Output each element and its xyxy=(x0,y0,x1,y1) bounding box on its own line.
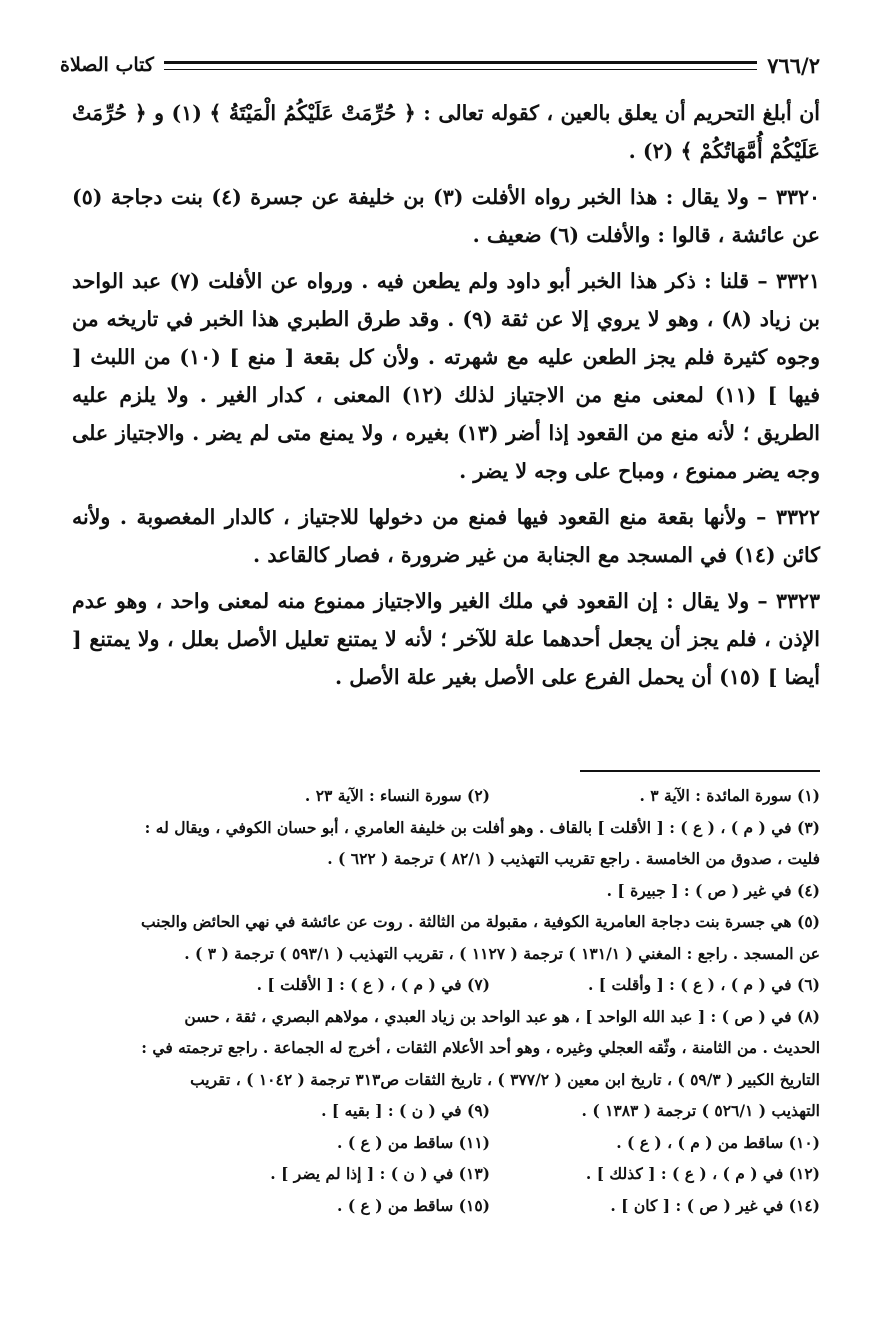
footnote: التاريخ الكبير ( ٥٩/٣ ) ، تاريخ ابن معين ( ٣٧٧/٢ ) ، تاريخ الثقات ص٣١٣ ترجمة ( ١٠٤٢ ) ، تقريب xyxy=(190,1069,820,1089)
footnote: (٤) في غير ( ص ) : [ جبيرة ] . xyxy=(606,880,820,900)
footnote-separator xyxy=(580,770,820,772)
paragraph: ٣٣٢٢ – ولأنها بقعة منع القعود فيها فمنع من دخولها للاجتياز ، كالدار المغصوبة . ولأنه كائن (١٤) في المسجد مع الجنابة من غير ضرورة ، فصار كالقاعد . xyxy=(72,505,820,567)
header-rule xyxy=(164,61,757,70)
footnote: فليت ، صدوق من الخامسة . راجع تقريب التهذيب ( ٨٢/١ ) ترجمة ( ٦٢٢ ) . xyxy=(327,849,820,868)
footnote: (٦) في ( م ) ، ( ع ) : [ وأقلت ] . xyxy=(587,975,820,994)
running-header xyxy=(60,48,820,82)
footnote: (١٠) ساقط من ( م ) ، ( ع ) . xyxy=(616,1132,820,1152)
paragraph: ٣٣٢٣ – ولا يقال : إن القعود في ملك الغير والاجتياز ممنوع منه لمعنى واحد ، وهو عدم الإذن ، فلم يجز أن يجعل أحدهما علة للآخر ؛ لأنه لا يمتنع تعليل الأصل بعلل ، ولا يمتنع [ أيضا ] (١٥) أن يحمل الفرع على الأصل بغير علة الأصل . xyxy=(72,589,820,689)
footnote: (٧) في ( م ) ، ( ع ) : [ الأقلت ] . xyxy=(256,975,490,994)
footnote-row xyxy=(72,1158,820,1190)
footnote: (٨) في ( ص ) : [ عبد الله الواحد ] ، هو عبد الواحد بن زياد العبدي ، مولاهم البصري ، ثقة ، حسن xyxy=(184,1006,820,1026)
chapter-title: كتاب الصلاة xyxy=(60,54,154,76)
paragraph: ٣٣٢١ – قلنا : ذكر هذا الخبر أبو داود ولم يطعن فيه . ورواه عن الأفلت (٧) عبد الواحد بن زياد (٨) ، وهو لا يروي إلا عن ثقة (٩) . وقد طرق الطبري هذا الخبر في تاريخه من وجوه كثيرة فلم يجز الطعن عليه مع شهرته . ولأن كل بقعة [ منع ] (١٠) من اللبث [ فيها ] (١١) لمعنى منع من الاجتياز لذلك (١٢) المعنى ، كدار الغير . ولا يلزم عليه الطريق ؛ لأنه منع من القعود إذا أضر (١٣) بغيره ، ولا يمنع متى لم يضر . والاجتياز على وجه يضر ممنوع ، ومباح على وجه لا يضر . xyxy=(72,269,821,483)
footnote-row xyxy=(72,1127,820,1159)
footnote: (٩) في ( ن ) : [ بقيه ] . xyxy=(321,1101,490,1120)
footnote: (١٤) في غير ( ص ) : [ كان ] . xyxy=(610,1195,820,1215)
footnote: (١٣) في ( ن ) : [ إذا لم يضر ] . xyxy=(270,1164,490,1183)
footnote: التهذيب ( ٥٢٦/١ ) ترجمة ( ١٣٨٣ ) . xyxy=(581,1101,820,1120)
footnote-row xyxy=(72,969,820,1001)
page-number: ٧٦٦/٢ xyxy=(767,52,820,78)
footnote: عن المسجد . راجع : المغني ( ١٣١/١ ) ترجمة ( ١١٢٧ ) ، تقريب التهذيب ( ٥٩٣/١ ) ترجمة ( ٣ ) . xyxy=(184,943,820,963)
footnote: (١) سورة المائدة : الآية ٣ . xyxy=(639,786,820,805)
footnote-row xyxy=(72,1095,820,1127)
paragraph: أن أبلغ التحريم أن يعلق بالعين ، كقوله تعالى : ﴿ حُرِّمَتْ عَلَيْكُمُ الْمَيْتَةُ ﴾ (١) و ﴿ حُرِّمَتْ عَلَيْكُمْ أُمَّهَاتُكُمْ ﴾ (٢) . xyxy=(72,101,820,163)
footnote-row xyxy=(72,780,820,812)
footnote: الحديث . من الثامنة ، وثّقه العجلي وغيره ، وهو أحد الأعلام الثقات ، أخرج له الجماعة . راجع ترجمته في : xyxy=(141,1038,820,1057)
footnote: (١١) ساقط من ( ع ) . xyxy=(337,1132,490,1152)
footnote: (١٢) في ( م ) ، ( ع ) : [ كذلك ] . xyxy=(585,1164,820,1183)
footnote: (٣) في ( م ) ، ( ع ) : [ الأقلت ] بالقاف . وهو أفلت بن خليفة العامري ، أبو حسان الكوفي ، ويقال له : xyxy=(144,817,820,837)
footnote: (٥) هي جسرة بنت دجاجة العامرية الكوفية ، مقبولة من الثالثة . روت عن عائشة في نهي الحائض والجنب xyxy=(140,912,820,931)
main-text xyxy=(72,94,820,704)
footnote-row xyxy=(72,1190,820,1222)
paragraph: ٣٣٢٠ – ولا يقال : هذا الخبر رواه الأفلت (٣) بن خليفة عن جسرة (٤) بنت دجاجة (٥) عن عائشة ، قالوا : والأفلت (٦) ضعيف . xyxy=(72,185,820,247)
footnotes xyxy=(72,780,820,1221)
footnote: (١٥) ساقط من ( ع ) . xyxy=(337,1195,490,1215)
footnote: (٢) سورة النساء : الآية ٢٣ . xyxy=(304,786,490,805)
